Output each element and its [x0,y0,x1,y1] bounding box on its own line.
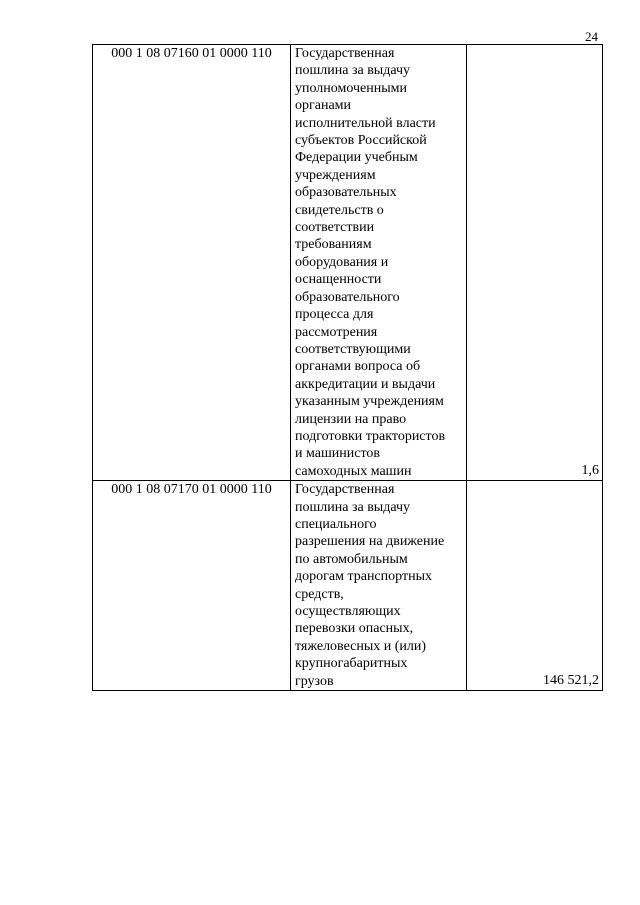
revenue-name-line: органами [295,98,352,114]
page-number: 24 [585,29,598,44]
revenue-name-line: разрешения на движение [295,534,445,550]
revenue-name-line: процесса для [295,307,374,323]
revenue-name-line: грузов [295,673,334,689]
revenue-name-line: средств, [295,586,344,602]
revenue-name-line: органами вопроса об [295,359,421,375]
revenue-name-line: Государственная [295,46,395,61]
revenue-name-line: исполнительной власти [295,115,436,131]
budget-classification-code: 000 1 08 07160 01 0000 110 [93,45,291,481]
table-row [93,45,603,481]
revenue-name-line: требованиям [295,237,372,253]
revenue-name-line: учреждениям [295,167,376,183]
revenue-name-line: и машинистов [295,446,380,462]
revenue-name-line: Федерации учебным [295,150,418,166]
revenue-name-line: тяжеловесных и (или) [295,638,427,654]
revenue-name-line: самоходных машин [295,463,412,479]
revenue-name-line: соответствии [295,220,375,236]
revenue-name-line: аккредитации и выдачи [295,376,436,392]
amount-value: 146 521,2 [467,481,603,691]
revenue-table [92,44,603,691]
revenue-name-line: свидетельств о [295,202,384,218]
revenue-name-line: соответствующими [295,341,411,357]
revenue-name-line: Государственная [295,482,395,498]
amount-value: 1,6 [467,45,603,481]
revenue-name-line: субъектов Российской [295,133,427,149]
revenue-name-line: образовательного [295,289,400,305]
revenue-name-line: образовательных [295,185,397,201]
revenue-name-line: оборудования и [295,254,389,270]
revenue-name-line: осуществляющих [295,604,401,619]
revenue-name-line: по автомобильным [295,551,408,567]
revenue-name-line: специального [295,516,377,532]
revenue-name-line: подготовки трактористов [295,428,446,444]
revenue-name [291,481,467,691]
revenue-name-line: уполномоченными [295,80,408,96]
revenue-name-line: пошлина за выдачу [295,63,411,79]
revenue-name [291,45,467,481]
revenue-name-line: дорогам транспортных [295,569,432,585]
revenue-name-line: пошлина за выдачу [295,499,411,515]
revenue-name-line: рассмотрения [295,324,378,340]
table-row [93,481,603,691]
revenue-name-line: оснащенности [295,272,382,288]
revenue-name-line: лицензии на право [295,411,407,427]
revenue-name-line: крупногабаритных [295,656,408,672]
revenue-name-line: указанным учреждениям [295,394,444,410]
budget-classification-code: 000 1 08 07170 01 0000 110 [93,481,291,691]
revenue-name-line: перевозки опасных, [295,621,414,637]
